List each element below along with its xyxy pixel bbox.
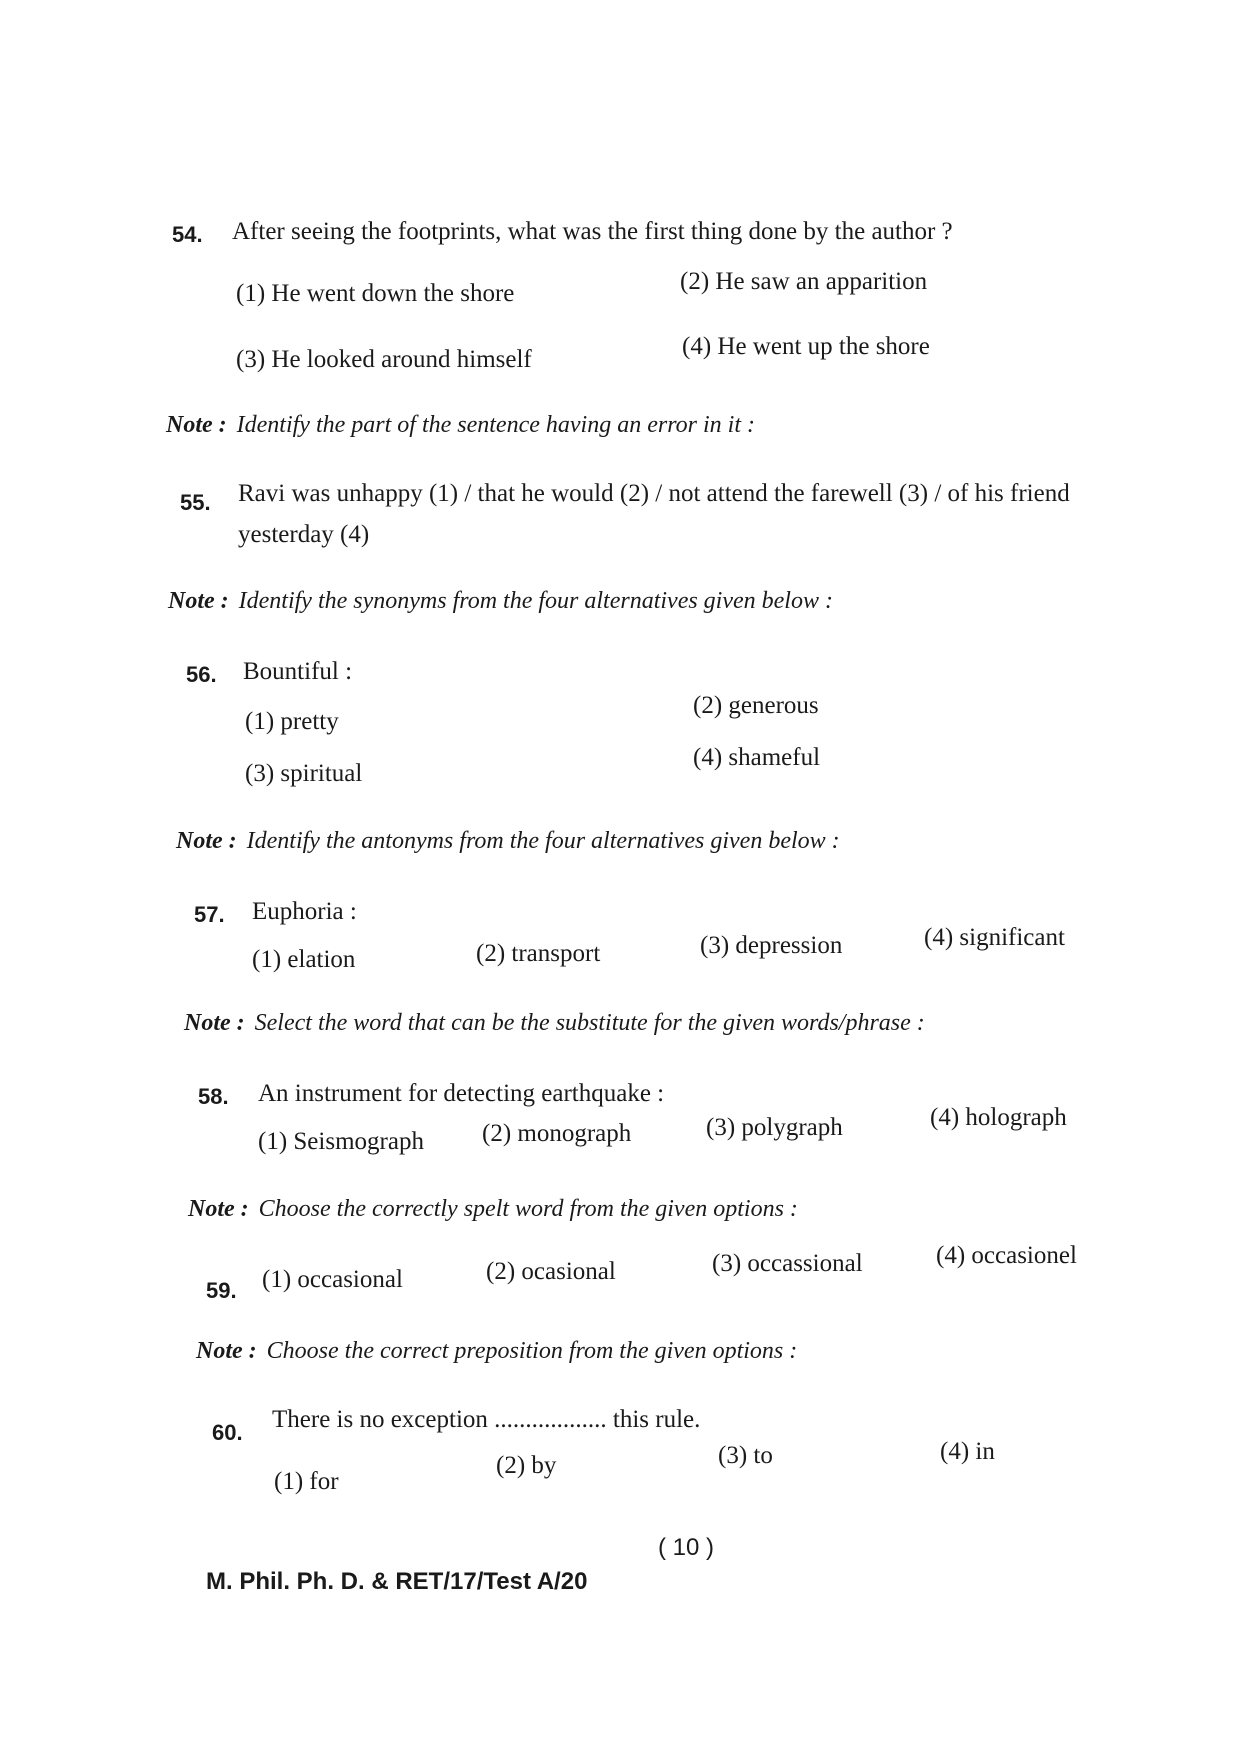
option-2: (2) transport xyxy=(476,940,601,967)
note-text: Identify the antonyms from the four alternatives given below : xyxy=(246,828,840,854)
note-text: Select the word that can be the substitute for the given words/phrase : xyxy=(254,1010,925,1036)
question-number: 57. xyxy=(194,902,225,927)
question-number: 58. xyxy=(198,1084,229,1109)
note-preposition xyxy=(196,1338,797,1365)
question-number: 59. xyxy=(206,1278,237,1303)
option-3: (3) spiritual xyxy=(245,760,363,787)
question-number: 56. xyxy=(186,662,217,687)
note-text: Identify the synonyms from the four alternatives given below : xyxy=(238,588,833,614)
option-4: (4) significant xyxy=(924,924,1065,951)
note-label: Note : xyxy=(184,1010,245,1036)
option-2: (2) monograph xyxy=(482,1120,632,1147)
note-error-identification xyxy=(166,412,755,439)
option-1: (1) He went down the shore xyxy=(236,280,515,307)
option-3: (3) depression xyxy=(700,932,843,959)
note-label: Note : xyxy=(166,412,227,438)
question-text: An instrument for detecting earthquake : xyxy=(258,1080,665,1107)
question-number: 54. xyxy=(172,222,203,247)
question-text: There is no exception .................. this rule. xyxy=(272,1406,701,1433)
page-number: ( 10 ) xyxy=(658,1534,715,1561)
note-text: Identify the part of the sentence having an error in it : xyxy=(236,412,755,438)
question-number: 60. xyxy=(212,1420,243,1445)
question-text: Euphoria : xyxy=(252,898,357,925)
note-text: Choose the correct preposition from the given options : xyxy=(266,1338,798,1364)
note-label: Note : xyxy=(188,1196,249,1222)
option-1: (1) pretty xyxy=(245,708,339,735)
option-4: (4) holograph xyxy=(930,1104,1067,1131)
option-3: (3) polygraph xyxy=(706,1114,843,1141)
option-3: (3) to xyxy=(718,1442,773,1469)
option-4: (4) occasionel xyxy=(936,1242,1077,1269)
option-2: (2) He saw an apparition xyxy=(680,268,928,295)
note-label: Note : xyxy=(168,588,229,614)
note-spelling xyxy=(188,1196,798,1223)
option-4: (4) He went up the shore xyxy=(682,333,930,360)
option-1: (1) for xyxy=(274,1468,339,1495)
option-2: (2) generous xyxy=(693,692,819,719)
option-1: (1) Seismograph xyxy=(258,1128,424,1155)
option-3: (3) He looked around himself xyxy=(236,346,532,373)
test-code-footer: M. Phil. Ph. D. & RET/17/Test A/20 xyxy=(206,1568,588,1595)
note-antonyms xyxy=(176,828,840,855)
note-text: Choose the correctly spelt word from the given options : xyxy=(258,1196,798,1222)
option-4: (4) shameful xyxy=(693,744,821,771)
question-text: Ravi was unhappy (1) / that he would (2) / not attend the farewell (3) / of his friend yesterday (4) xyxy=(238,480,1070,548)
note-synonyms xyxy=(168,588,833,615)
option-2: (2) by xyxy=(496,1452,557,1479)
note-label: Note : xyxy=(176,828,237,854)
option-1: (1) occasional xyxy=(262,1266,403,1293)
question-number: 55. xyxy=(180,490,211,515)
note-substitute xyxy=(184,1010,925,1037)
question-text: After seeing the footprints, what was the first thing done by the author ? xyxy=(232,218,953,245)
option-4: (4) in xyxy=(940,1438,995,1465)
note-label: Note : xyxy=(196,1338,257,1364)
option-2: (2) ocasional xyxy=(486,1258,616,1285)
option-3: (3) occassional xyxy=(712,1250,863,1277)
option-1: (1) elation xyxy=(252,946,356,973)
question-text: Bountiful : xyxy=(243,658,353,685)
